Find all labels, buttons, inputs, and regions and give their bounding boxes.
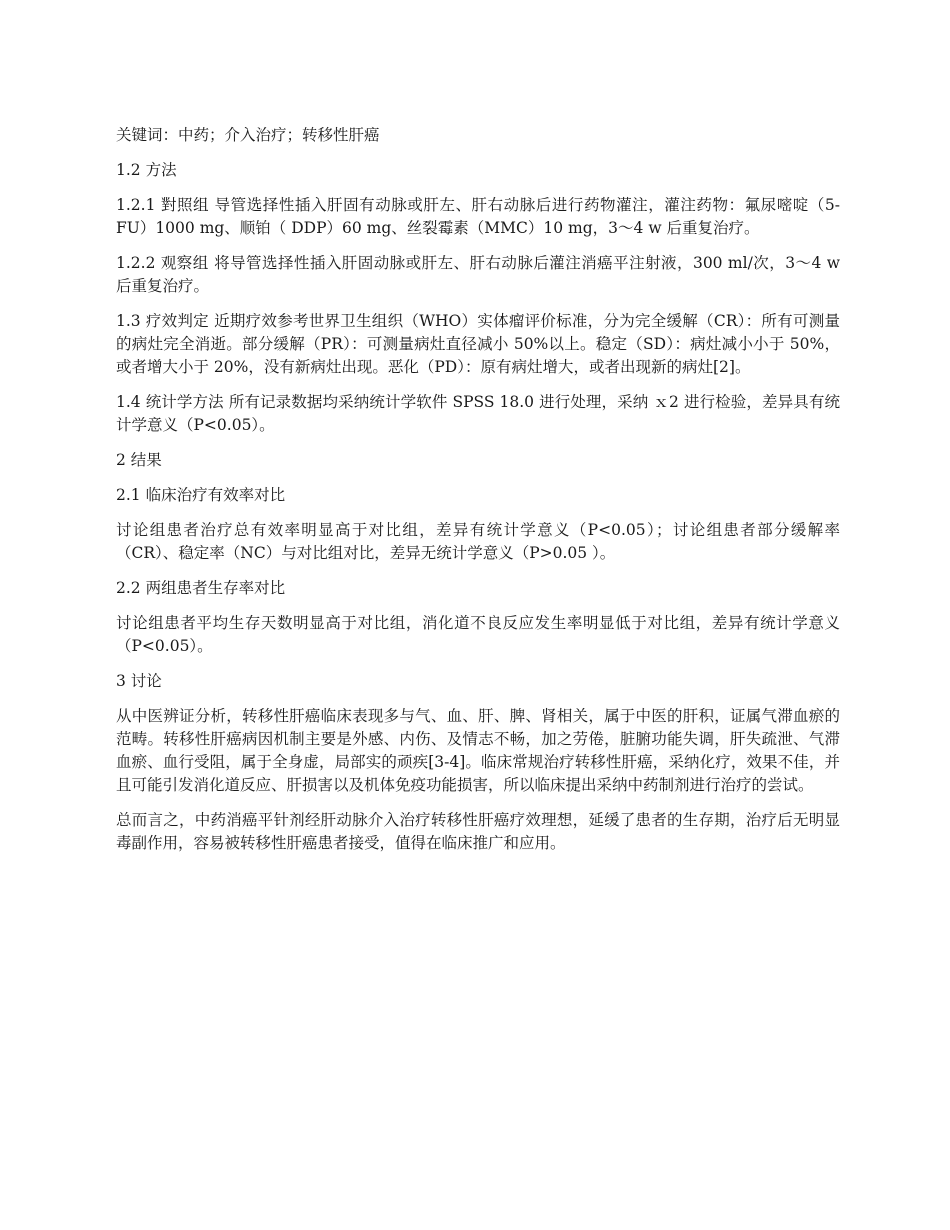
section-heading-2-2: 2.2 两组患者生存率对比	[116, 579, 286, 597]
paragraph-1-2-2: 1.2.2 观察组 将导管选择性插入肝固动脉或肝左、肝右动脉后灌注消癌平注射液，300 ml/次，3～4 w 后重复治疗。	[116, 254, 840, 295]
paragraph-1-2-1: 1.2.1 對照组 导管选择性插入肝固有动脉或肝左、肝右动脉后进行药物灌注，灌注药物：氟尿嘧啶（5-FU）1000 mg、顺铂（ DDP）60 mg、丝裂霉素（MMC）10 mg，3～4 w 后重复治疗。	[116, 196, 840, 237]
paragraph-3-1: 从中医辨证分析，转移性肝癌临床表现多与气、血、肝、脾、肾相关，属于中医的肝积，证属气滞血瘀的范畴。转移性肝癌病因机制主要是外感、内伤、及情志不畅，加之劳倦，脏腑功能失调，肝失疏泄、气滞血瘀、血行受阻，属于全身虚，局部实的顽疾[3-4]。临床常规治疗转移性肝癌，采纳化疗，效果不佳，并且可能引发消化道反应、肝损害以及机体免疫功能损害，所以临床提出采纳中药制剂进行治疗的尝试。	[116, 707, 840, 794]
section-heading-3: 3 讨论	[116, 672, 162, 690]
section-heading-2-1: 2.1 临床治疗有效率对比	[116, 486, 286, 504]
paragraph-2-2: 讨论组患者平均生存天数明显高于对比组，消化道不良反应发生率明显低于对比组，差异有统计学意义（P<0.05）。	[116, 614, 840, 655]
paragraph-2-1: 讨论组患者治疗总有效率明显高于对比组，差异有统计学意义（P<0.05）；讨论组患者部分缓解率（CR）、稳定率（NC）与对比组对比，差异无统计学意义（P>0.05 ）。	[116, 521, 840, 562]
document-body	[116, 124, 840, 867]
paragraph-1-4: 1.4 统计学方法 所有记录数据均采纳统计学软件 SPSS 18.0 进行处理，采纳 ｘ2 进行检验，差异具有统计学意义（P<0.05）。	[116, 393, 840, 434]
keywords-line: 关键词：中药；介入治疗；转移性肝癌	[116, 126, 380, 144]
paragraph-1-3: 1.3 疗效判定 近期疗效参考世界卫生组织（WHO）实体瘤评价标准，分为完全缓解（CR）：所有可测量的病灶完全消逝。部分缓解（PR）：可测量病灶直径减小 50%以上。稳定（SD）：病灶减小小于 50%，或者增大小于 20%，没有新病灶出现。恶化（PD）：原有病灶增大，或者出现新的病灶[2]。	[116, 312, 840, 376]
section-heading-2: 2 结果	[116, 451, 162, 469]
section-heading-1-2: 1.2 方法	[116, 161, 177, 179]
paragraph-3-2: 总而言之，中药消癌平针剂经肝动脉介入治疗转移性肝癌疗效理想，延缓了患者的生存期，治疗后无明显毒副作用，容易被转移性肝癌患者接受，值得在临床推广和应用。	[116, 811, 840, 852]
